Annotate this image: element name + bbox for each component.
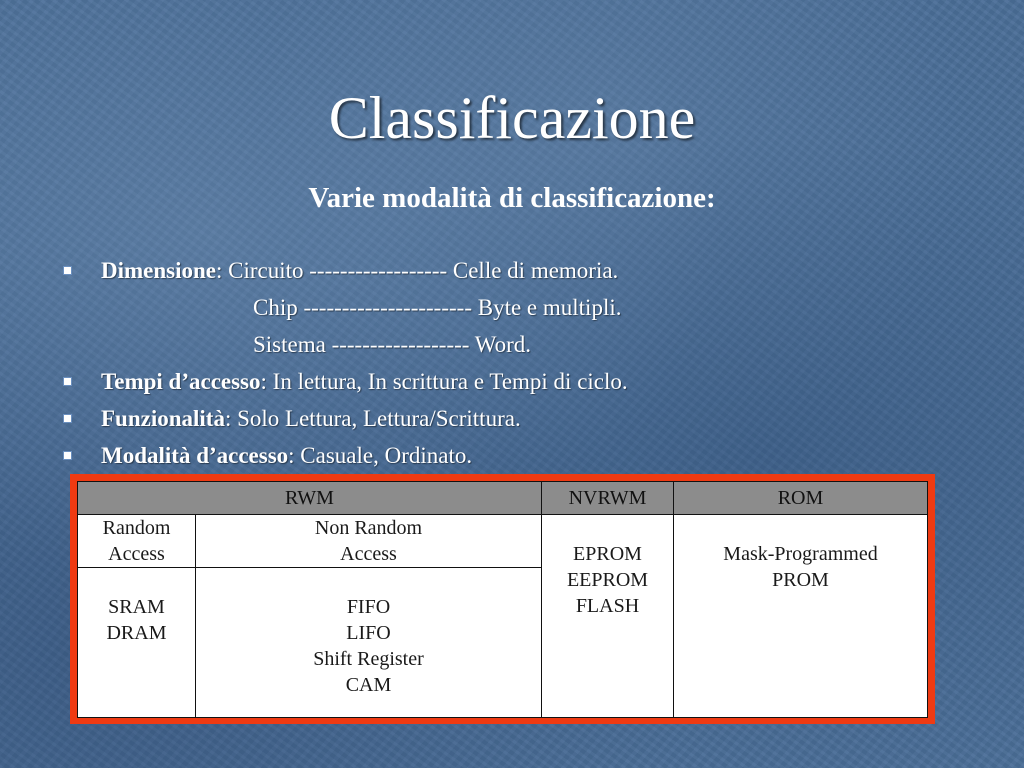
bullet-text: : Casuale, Ordinato. [288, 443, 473, 468]
header-rom: ROM [674, 482, 928, 515]
cell-line: FLASH [575, 595, 640, 617]
bullet-text: : Circuito ------------------ Celle di memoria. [216, 258, 619, 283]
cell-line: LIFO [346, 622, 391, 644]
square-bullet-icon [63, 266, 72, 275]
cell-line: Mask-Programmed [723, 543, 878, 565]
bullet-term: Funzionalità [101, 406, 225, 431]
cell-line: SRAM [108, 596, 165, 618]
square-bullet-icon [63, 377, 72, 386]
bullet-text: Sistema ------------------ Word. [253, 332, 532, 357]
cell-line: Non Random [314, 517, 423, 539]
cell-line: Shift Register [313, 648, 424, 670]
table-row [78, 515, 928, 568]
bullet-list [60, 252, 1000, 474]
slide-subtitle: Varie modalità di classificazione: [308, 182, 716, 214]
cell-non-random-access-types [196, 568, 542, 718]
bullet-item-modalita-accesso [60, 437, 1000, 474]
slide-title: Classificazione [328, 85, 696, 151]
cell-line: Random [102, 517, 171, 539]
bullet-item-dimensione [60, 252, 1000, 289]
cell-line: Access [340, 543, 397, 565]
cell-line: EEPROM [566, 569, 649, 591]
cell-nvrwm-types [542, 515, 674, 718]
square-bullet-icon [63, 451, 72, 460]
bullet-text: : In lettura, In scrittura e Tempi di ciclo. [260, 369, 628, 394]
cell-rom-types [674, 515, 928, 718]
header-rwm: RWM [78, 482, 542, 515]
bullet-text: Chip ---------------------- Byte e multipli. [253, 295, 622, 320]
cell-line: CAM [345, 674, 392, 696]
cell-random-access-types [78, 568, 196, 718]
cell-line: Access [108, 543, 165, 565]
header-nvrwm: NVRWM [542, 482, 674, 515]
bullet-continuation-chip [60, 289, 1000, 326]
cell-line: EPROM [573, 543, 642, 565]
memory-table-frame [70, 474, 935, 724]
cell-line: FIFO [346, 596, 391, 618]
memory-classification-table [77, 481, 928, 718]
square-bullet-icon [63, 414, 72, 423]
bullet-term: Tempi d’accesso [101, 369, 261, 394]
cell-line: PROM [772, 569, 829, 591]
bullet-term: Dimensione [101, 258, 216, 283]
cell-line: DRAM [106, 622, 167, 644]
subheader-non-random-access [196, 515, 542, 568]
subheader-random-access [78, 515, 196, 568]
bullet-text: : Solo Lettura, Lettura/Scrittura. [224, 406, 521, 431]
table-header-row [78, 482, 928, 515]
bullet-item-funzionalita [60, 400, 1000, 437]
bullet-item-tempi-accesso [60, 363, 1000, 400]
bullet-continuation-sistema [60, 326, 1000, 363]
bullet-term: Modalità d’accesso [101, 443, 289, 468]
